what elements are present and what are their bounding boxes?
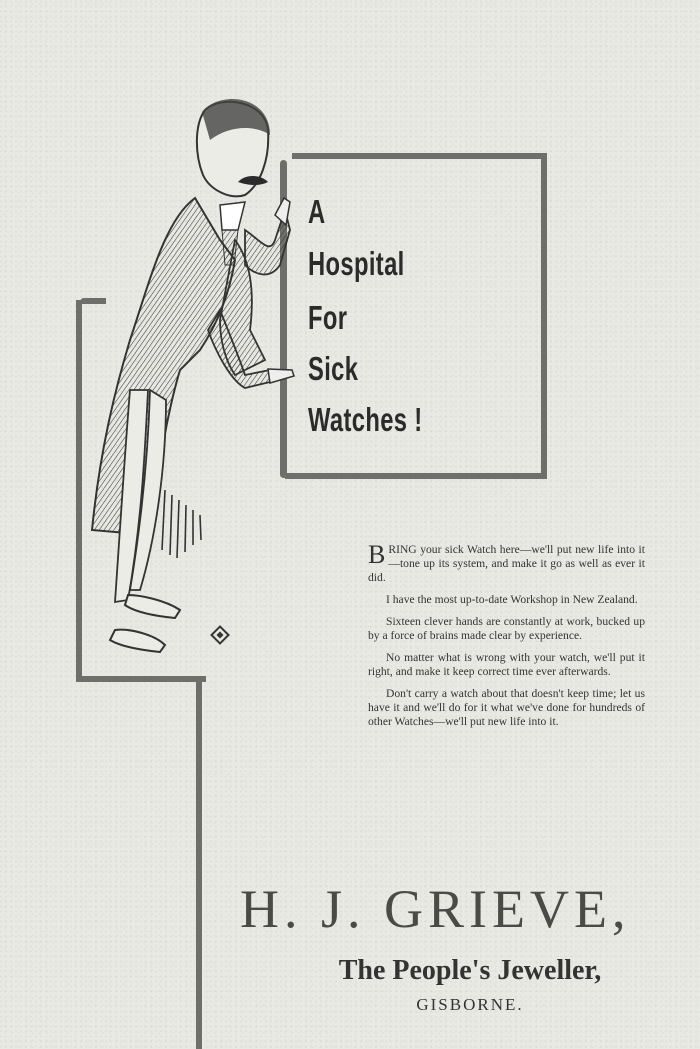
body-paragraph-1-text: RING your sick Watch here—we'll put new life into it—tone up its system, and make it go as well as ever it did. <box>368 543 645 584</box>
jeweller-name: H. J. GRIEVE, <box>240 879 631 939</box>
gentleman-illustration <box>70 90 310 670</box>
jeweller-town: GISBORNE. <box>416 995 524 1014</box>
headline-line-4: Sick <box>308 350 359 387</box>
stand-frame-post <box>196 676 202 1049</box>
headline-line-5: Watches ! <box>308 401 423 438</box>
body-paragraph-2: I have the most up-to-date Workshop in New Zealand. <box>386 593 638 606</box>
headline-line-3: For <box>308 299 348 336</box>
drop-cap: B <box>368 540 386 569</box>
body-paragraph-5: Don't carry a watch about that doesn't keep time; let us have it and we'll do for it what we've done for hundreds of other Watches—we'll put new life into it. <box>368 687 645 728</box>
headline-panel <box>288 155 544 477</box>
body-paragraph-1 <box>368 540 645 585</box>
headline-line-1: A <box>308 193 326 230</box>
body-paragraph-4: No matter what is wrong with your watch, we'll put it right, and make it keep correct time ever afterwards. <box>368 651 645 678</box>
stand-frame-bottom <box>76 676 206 682</box>
body-paragraph-3: Sixteen clever hands are constantly at work, bucked up by a force of brains made clear by experience. <box>368 615 645 642</box>
ad-body-copy <box>368 540 645 737</box>
jeweller-tagline: The People's Jeweller, <box>338 955 602 986</box>
headline-line-2: Hospital <box>308 245 405 282</box>
